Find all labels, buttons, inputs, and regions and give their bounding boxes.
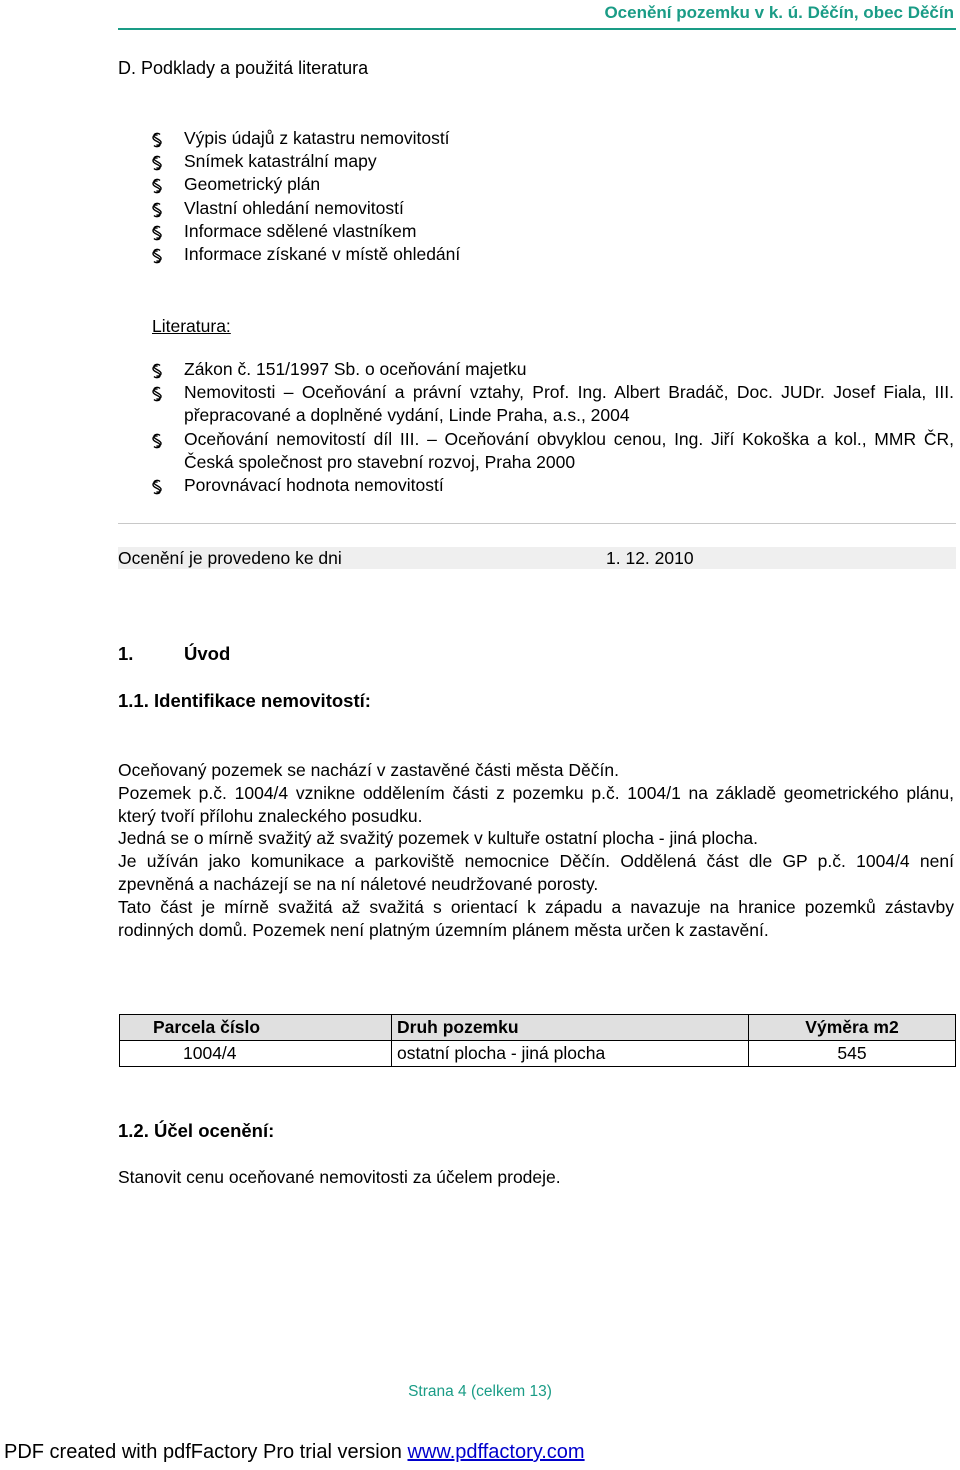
list-item-text: Informace získané v místě ohledání — [184, 244, 461, 265]
table-header-cell: Parcela číslo — [120, 1015, 392, 1041]
table-cell: 1004/4 — [120, 1041, 392, 1067]
list-item-text: Oceňování nemovitostí díl III. – Oceňování obvyklou cenou, Ing. Jiří Kokoška a kol., MMR ČR, Česká společnost pro stavební rozvoj, Praha 2000 — [184, 428, 954, 472]
list-item-text: Geometrický plán — [184, 174, 321, 195]
paragraph: Je užíván jako komunikace a parkoviště nemocnice Děčín. Oddělená část dle GP p.č. 1004/4 není zpevněná a nacházejí se na ní náletové neudržované porosty. — [118, 851, 954, 894]
list-item — [150, 474, 954, 497]
pdf-creator-text: PDF created with pdfFactory Pro trial version — [4, 1441, 408, 1463]
section-d-heading: D. Podklady a použitá literatura — [118, 58, 369, 78]
list-item-text: Porovnávací hodnota nemovitostí — [184, 475, 444, 496]
parcel-table — [119, 1014, 956, 1067]
pdf-creator-note — [4, 1441, 585, 1464]
header-rule — [118, 28, 956, 30]
list-bullet-icon — [150, 201, 164, 217]
list-item — [150, 220, 460, 243]
table-header-row — [120, 1015, 956, 1041]
identification-text — [118, 759, 954, 941]
section-divider — [118, 523, 956, 524]
table-row — [120, 1041, 956, 1067]
subsection-1-1-heading: 1.1. Identifikace nemovitostí: — [118, 690, 371, 711]
list-item — [150, 197, 460, 220]
list-bullet-icon — [150, 362, 164, 378]
paragraph: Pozemek p.č. 1004/4 vznikne oddělením části z pozemku p.č. 1004/1 na základě geometrického plánu, který tvoří přílohu znaleckého posudku. — [118, 782, 954, 826]
list-bullet-icon — [150, 478, 164, 494]
list-item — [150, 150, 460, 173]
list-item — [150, 173, 460, 196]
pdffactory-link[interactable]: www.pdffactory.com — [407, 1441, 585, 1463]
purpose-text: Stanovit cenu oceňované nemovitosti za účelem prodeje. — [118, 1167, 561, 1187]
list-bullet-icon — [150, 432, 164, 448]
list-item — [150, 358, 954, 381]
list-item — [150, 127, 460, 150]
table-cell: ostatní plocha - jiná plocha — [392, 1041, 749, 1067]
list-item-text: Nemovitosti – Oceňování a právní vztahy, Prof. Ing. Albert Bradáč, Doc. JUDr. Josef Fiala, III. přepracované a doplněné vydání, Linde Praha, a.s., 2004 — [184, 382, 954, 426]
table-header-cell: Druh pozemku — [392, 1015, 749, 1041]
section-1-heading: Úvod — [184, 643, 231, 664]
literature-label: Literatura: — [152, 316, 231, 336]
section-1-number: 1. — [118, 643, 134, 664]
list-item-text: Informace sdělené vlastníkem — [184, 220, 417, 241]
list-bullet-icon — [150, 385, 164, 401]
page-number: Strana 4 (celkem 13) — [408, 1383, 552, 1400]
paragraph: Jedná se o mírně svažitý až svažitý pozemek v kultuře ostatní plocha - jiná plocha. — [118, 828, 759, 849]
list-item-text: Zákon č. 151/1997 Sb. o oceňování majetku — [184, 359, 527, 379]
list-bullet-icon — [150, 177, 164, 193]
table-header-cell: Výměra m2 — [749, 1015, 956, 1041]
paragraph: Oceňovaný pozemek se nachází v zastavěné části města Děčín. — [118, 760, 619, 780]
list-bullet-icon — [150, 247, 164, 263]
table-cell: 545 — [749, 1041, 956, 1067]
sources-list — [150, 127, 460, 266]
list-item-text: Snímek katastrální mapy — [184, 151, 377, 172]
literature-list — [150, 358, 954, 497]
list-bullet-icon — [150, 154, 164, 170]
list-item — [150, 243, 460, 266]
paragraph: Tato část je mírně svažitá až svažitá s orientací k západu a navazuje na hranice pozemků zástavby rodinných domů. Pozemek není platným územním plánem města určen k zastavění. — [118, 896, 954, 940]
list-item — [150, 428, 954, 474]
list-item — [150, 381, 954, 427]
valuation-date-value: 1. 12. 2010 — [606, 548, 694, 568]
list-bullet-icon — [150, 131, 164, 147]
document-header-title: Ocenění pozemku v k. ú. Děčín, obec Děčín — [604, 3, 954, 22]
subsection-1-2-heading: 1.2. Účel ocenění: — [118, 1120, 275, 1141]
list-item-text: Výpis údajů z katastru nemovitostí — [184, 128, 450, 148]
list-bullet-icon — [150, 224, 164, 240]
list-item-text: Vlastní ohledání nemovitostí — [184, 197, 404, 218]
valuation-date-label: Ocenění je provedeno ke dni — [118, 548, 342, 568]
